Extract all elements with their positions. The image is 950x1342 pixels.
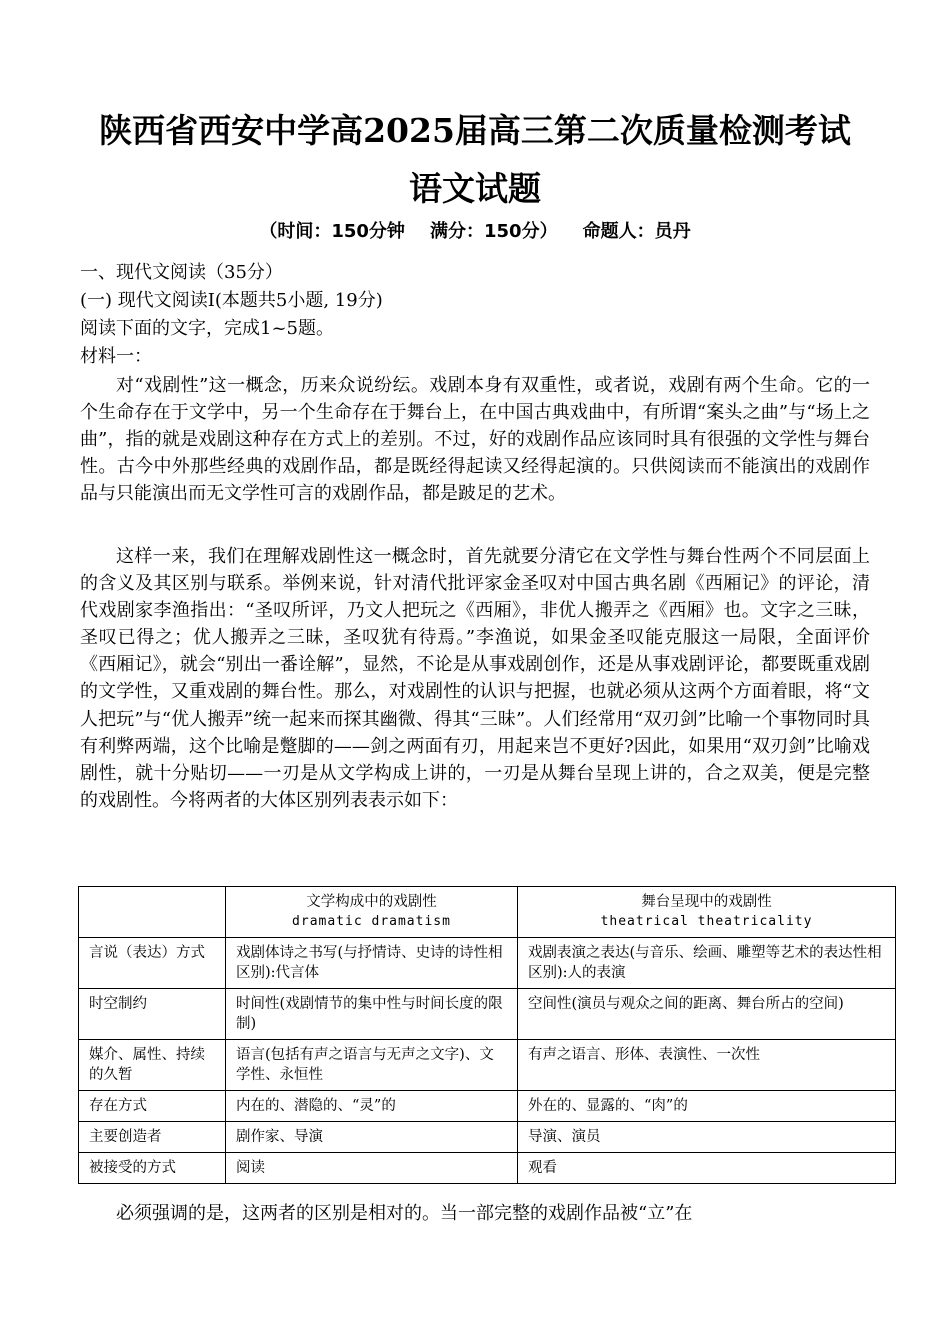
table-header-cell: [79, 887, 226, 938]
header-en: dramatic dramatism: [292, 914, 451, 929]
reading-instruction: 阅读下面的文字，完成1~5题。: [80, 318, 334, 339]
section-subheading: (一) 现代文阅读Ⅰ(本题共5小题, 19分): [80, 290, 383, 311]
table-row: [79, 1153, 896, 1184]
table-header-cell: [518, 887, 896, 938]
table-cell: 存在方式: [79, 1091, 226, 1122]
table-cell: 被接受的方式: [79, 1153, 226, 1184]
table-header-cell: [226, 887, 518, 938]
material-label: 材料一：: [80, 346, 152, 367]
comparison-table: [78, 886, 896, 1184]
table-cell: 观看: [518, 1153, 896, 1184]
table-cell: 剧作家、导演: [226, 1122, 518, 1153]
table-cell: 媒介、属性、持续的久暂: [79, 1040, 226, 1091]
table-cell: 空间性(演员与观众之间的距离、舞台所占的空间): [518, 989, 896, 1040]
table-cell: 戏剧表演之表达(与音乐、绘画、雕塑等艺术的表达性相区别):人的表演: [518, 938, 896, 989]
table-row: [79, 1040, 896, 1091]
table-row: [79, 938, 896, 989]
exam-meta: （时间：150分钟 满分：150分） 命题人：员丹: [259, 221, 691, 242]
header-zh: 文学构成中的戏剧性: [306, 894, 437, 910]
table-cell: 导演、演员: [518, 1122, 896, 1153]
table-cell: 语言(包括有声之语言与无声之文字)、文学性、永恒性: [226, 1040, 518, 1091]
paragraph-2: 这样一来，我们在理解戏剧性这一概念时，首先就要分清它在文学性与舞台性两个不同层面上的含义及其区别与联系。举例来说，针对清代批评家金圣叹对中国古典名剧《西厢记》的评论，清代戏剧家李渔指出：“圣叹所评，乃文人把玩之《西厢》，非优人搬弄之《西厢》也。文字之三昧，圣叹已得之；优人搬弄之三昧，圣叹犹有待焉。”李渔说，如果金圣叹能克服这一局限，全面评价《西厢记》，就会“别出一番诠解”，显然，不论是从事戏剧创作，还是从事戏剧评论，都要既重戏剧的文学性，又重戏剧的舞台性。那么，对戏剧性的认识与把握，也就必须从这两个方面着眼，将“文人把玩”与“优人搬弄”统一起来而探其幽微、得其“三昧”。人们经常用“双刃剑”比喻一个事物同时具有利弊两端，这个比喻是蹩脚的——剑之两面有刃，用起来岂不更好?因此，如果用“双刃剑”比喻戏剧性，就十分贴切——一刃是从文学构成上讲的，一刃是从舞台呈现上讲的，合之双美，便是完整的戏剧性。今将两者的大体区别列表表示如下：: [80, 546, 870, 811]
table-cell: 阅读: [226, 1153, 518, 1184]
exam-subtitle: 语文试题: [409, 169, 541, 208]
section-heading: 一、现代文阅读（35分）: [80, 262, 283, 283]
paragraph-1: 对“戏剧性”这一概念，历来众说纷纭。戏剧本身有双重性，或者说，戏剧有两个生命。它的一个生命存在于文学中，另一个生命存在于舞台上，在中国古典戏曲中，有所谓“案头之曲”与“场上之曲”，指的就是戏剧这种存在方式上的差别。不过，好的戏剧作品应该同时具有很强的文学性与舞台性。古今中外那些经典的戏剧作品，都是既经得起读又经得起演的。只供阅读而不能演出的戏剧作品与只能演出而无文学性可言的戏剧作品，都是跛足的艺术。: [80, 375, 870, 505]
table-cell: 言说（表达）方式: [79, 938, 226, 989]
table-cell: 时间性(戏剧情节的集中性与时间长度的限制): [226, 989, 518, 1040]
table-cell: 时空制约: [79, 989, 226, 1040]
table-cell: 外在的、显露的、“肉”的: [518, 1091, 896, 1122]
table-cell: 有声之语言、形体、表演性、一次性: [518, 1040, 896, 1091]
header-en: theatrical theatricality: [600, 914, 813, 929]
table-cell: 内在的、潜隐的、“灵”的: [226, 1091, 518, 1122]
closing-paragraph: 必须强调的是，这两者的区别是相对的。当一部完整的戏剧作品被“立”在: [116, 1203, 693, 1224]
table-row: [79, 1122, 896, 1153]
table-cell: 主要创造者: [79, 1122, 226, 1153]
header-zh: 舞台呈现中的戏剧性: [641, 894, 772, 910]
table-row: [79, 1091, 896, 1122]
exam-title: 陕西省西安中学高2025届高三第二次质量检测考试: [99, 111, 851, 150]
table-cell: 戏剧体诗之书写(与抒情诗、史诗的诗性相区别):代言体: [226, 938, 518, 989]
table-header-row: [79, 887, 896, 938]
table-row: [79, 989, 896, 1040]
